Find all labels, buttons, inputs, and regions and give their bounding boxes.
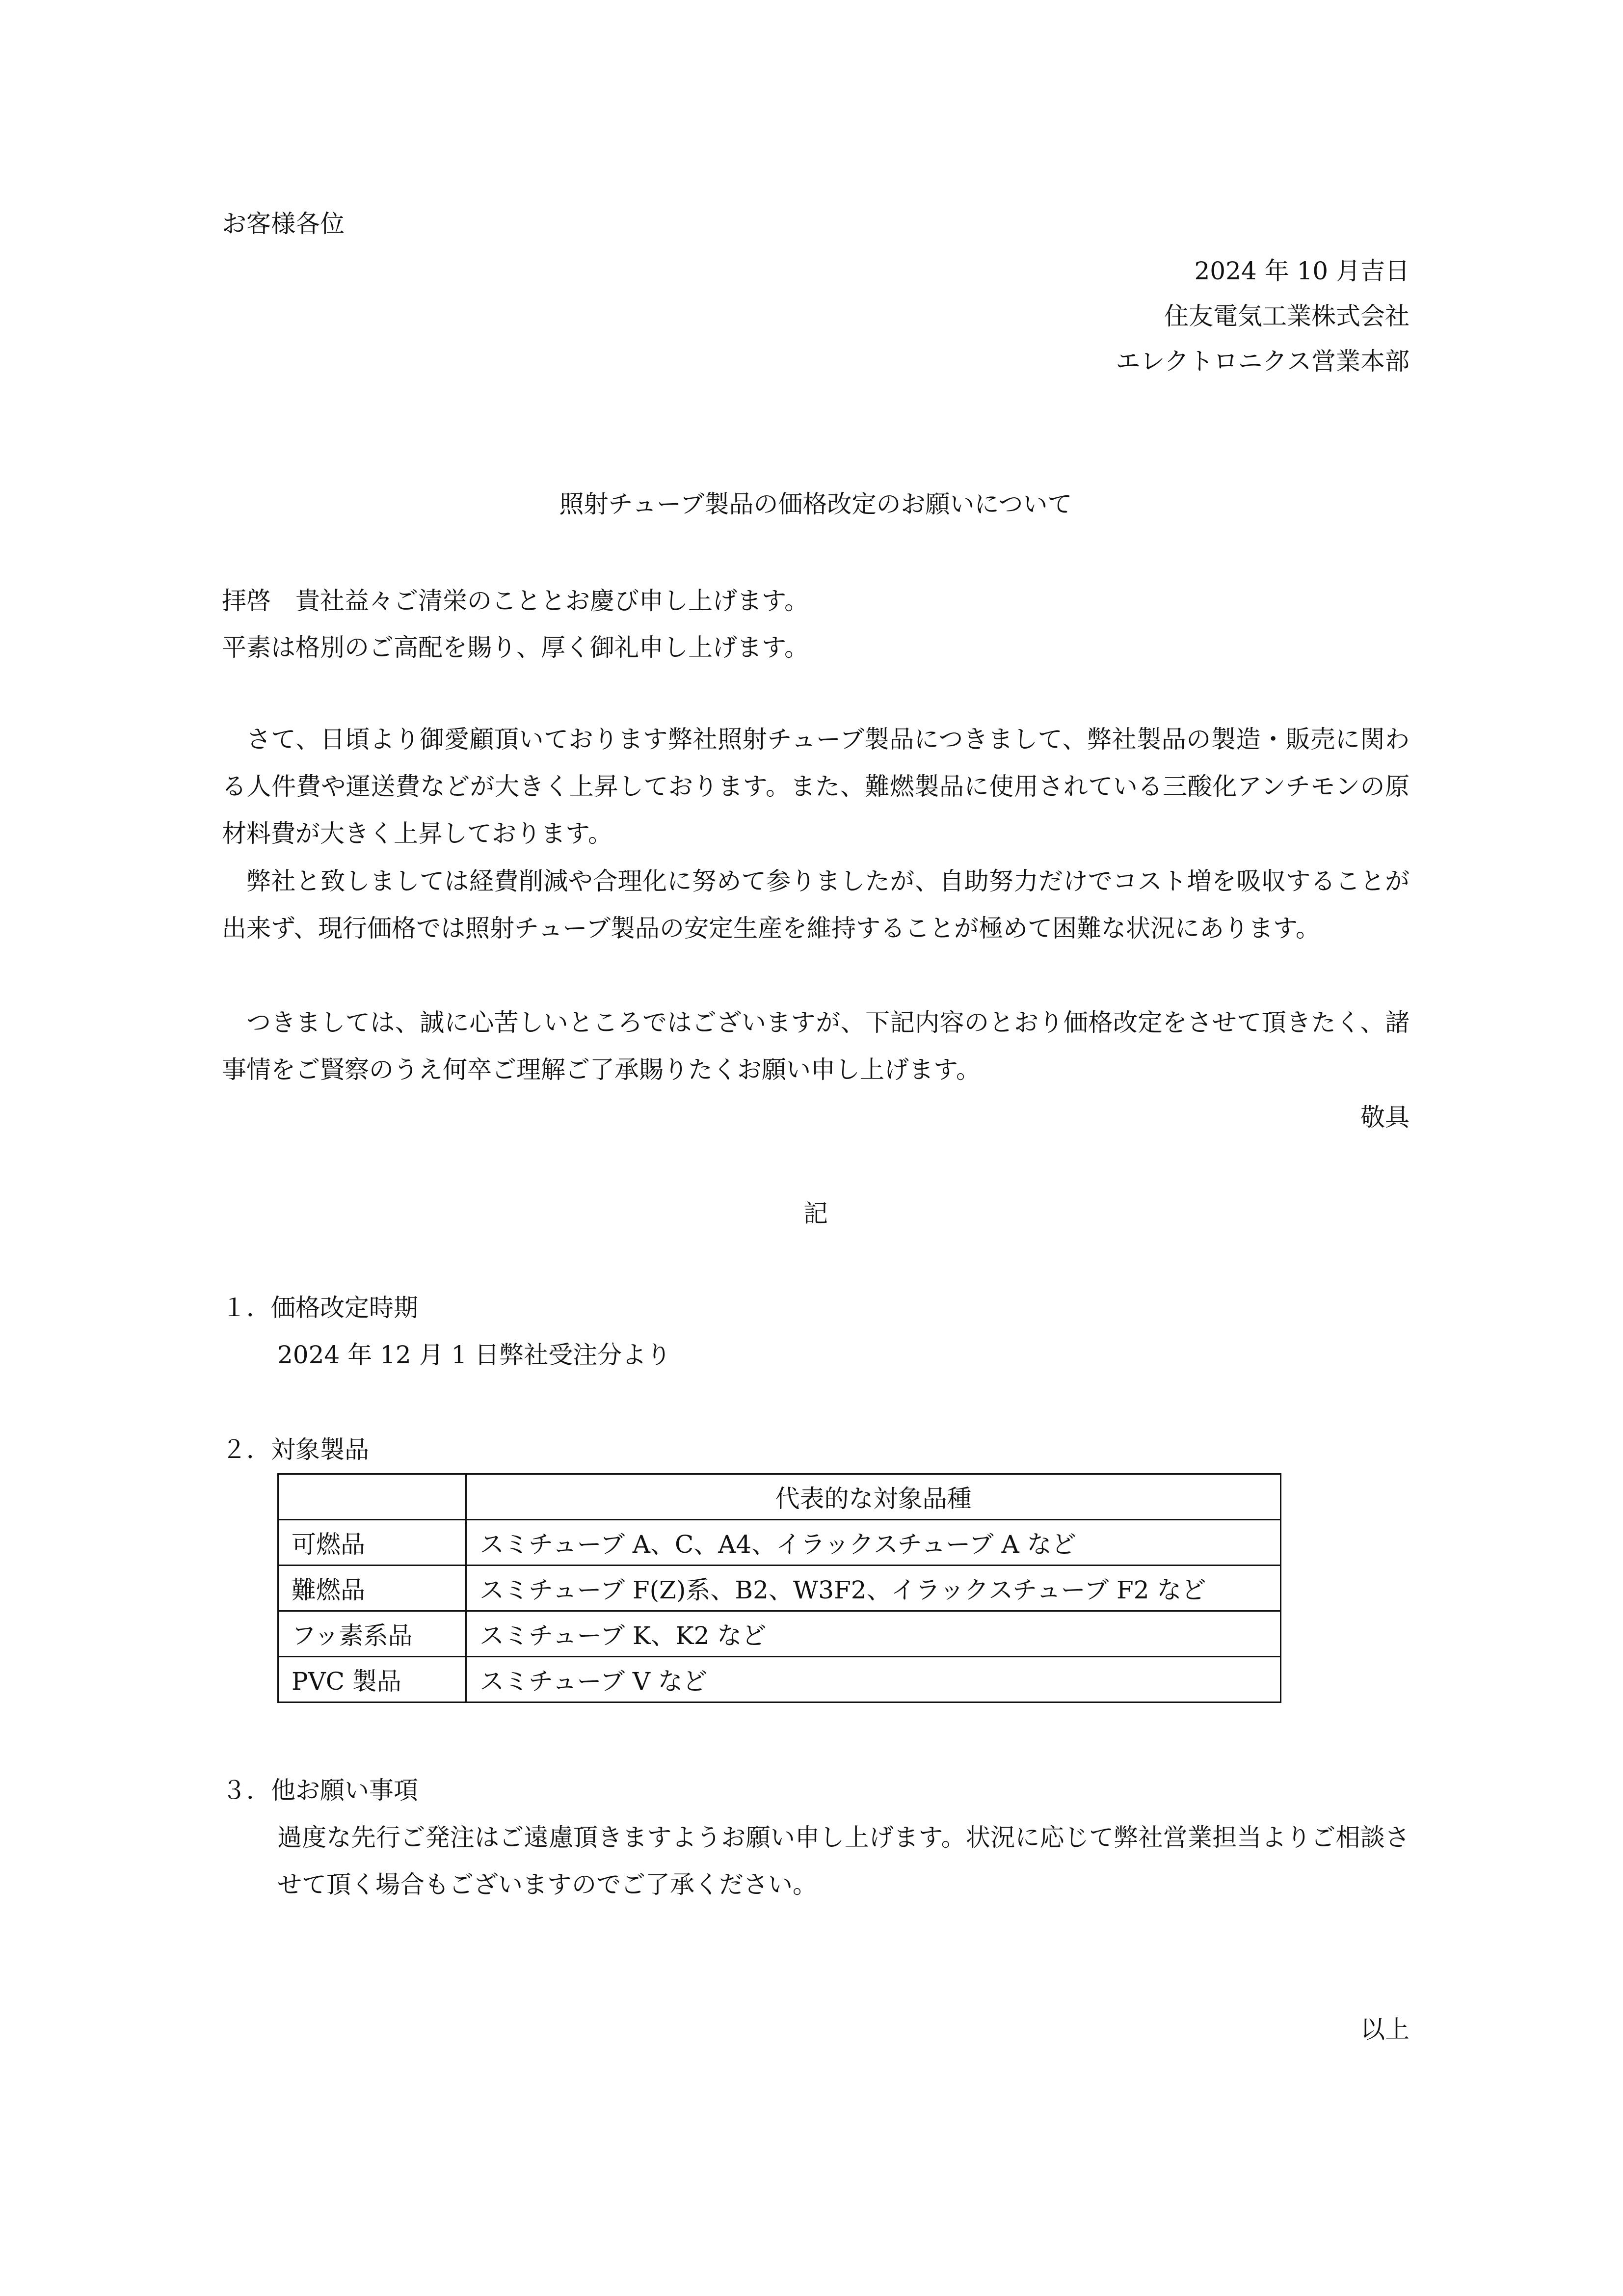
body-paragraph-1: さて、日頃より御愛顧頂いております弊社照射チューブ製品につきまして、弊社製品の製造・販売に関わる人件費や運送費などが大きく上昇しております。また、難燃製品に使用されている三酸化アンチモンの原材料費が大きく上昇しております。 xyxy=(222,725,1410,848)
letter-date: 2024 年 10 月吉日 xyxy=(1194,257,1410,285)
table-row xyxy=(278,1520,1281,1566)
section-3-text: 過度な先行ご発注はご遠慮頂きますようお願い申し上げます。状況に応じて弊社営業担当よりご相談させて頂く場合もございますのでご了承ください。 xyxy=(277,1823,1410,1899)
section-3-heading: ３．他お願い事項 xyxy=(222,1776,418,1805)
closing-keigu: 敬具 xyxy=(1360,1103,1410,1132)
table-header-cell: 代表的な対象品種 xyxy=(466,1474,1281,1520)
product-category: PVC 製品 xyxy=(278,1657,466,1702)
target-products-table xyxy=(277,1473,1281,1703)
product-category: 難燃品 xyxy=(278,1566,466,1611)
body-paragraph-2: 弊社と致しましては経費削減や合理化に努めて参りましたが、自助努力だけでコスト増を吸収することが出来ず、現行価格では照射チューブ製品の安定生産を維持することが極めて困難な状況にあります。 xyxy=(222,867,1410,943)
product-examples: スミチューブ A、C、A4、イラックスチューブ A など xyxy=(466,1520,1281,1566)
product-category: フッ素系品 xyxy=(278,1611,466,1657)
table-header-cell xyxy=(278,1474,466,1520)
table-row xyxy=(278,1611,1281,1657)
table-row xyxy=(278,1657,1281,1702)
letter-title: 照射チューブ製品の価格改定のお願いについて xyxy=(559,490,1072,518)
product-examples: スミチューブ K、K2 など xyxy=(466,1611,1281,1657)
product-examples: スミチューブ V など xyxy=(466,1657,1281,1702)
body-paragraph-3: つきましては、誠に心苦しいところではございますが、下記内容のとおり価格改定をさせて頂きたく、諸事情をご賢察のうえ何卒ご理解ご了承賜りたくお願い申し上げます。 xyxy=(222,1008,1410,1084)
section-2-heading: ２．対象製品 xyxy=(222,1435,369,1464)
addressee: お客様各位 xyxy=(222,210,345,238)
table-row xyxy=(278,1566,1281,1611)
end-ijou: 以上 xyxy=(1360,2015,1410,2044)
greeting-line-2: 平素は格別のご高配を賜り、厚く御礼申し上げます。 xyxy=(222,633,809,662)
department-name: エレクトロニクス営業本部 xyxy=(1116,347,1410,376)
greeting-line-1: 拝啓 貴社益々ご清栄のこととお慶び申し上げます。 xyxy=(222,587,809,615)
product-category: 可燃品 xyxy=(278,1520,466,1566)
ki-heading: 記 xyxy=(803,1199,828,1228)
section-1-text: 2024 年 12 月 1 日弊社受注分より xyxy=(277,1341,671,1369)
table-header-row xyxy=(278,1474,1281,1520)
section-1-heading: １．価格改定時期 xyxy=(222,1294,418,1322)
company-name: 住友電気工業株式会社 xyxy=(1164,302,1410,330)
product-examples: スミチューブ F(Z)系、B2、W3F2、イラックスチューブ F2 など xyxy=(466,1566,1281,1611)
